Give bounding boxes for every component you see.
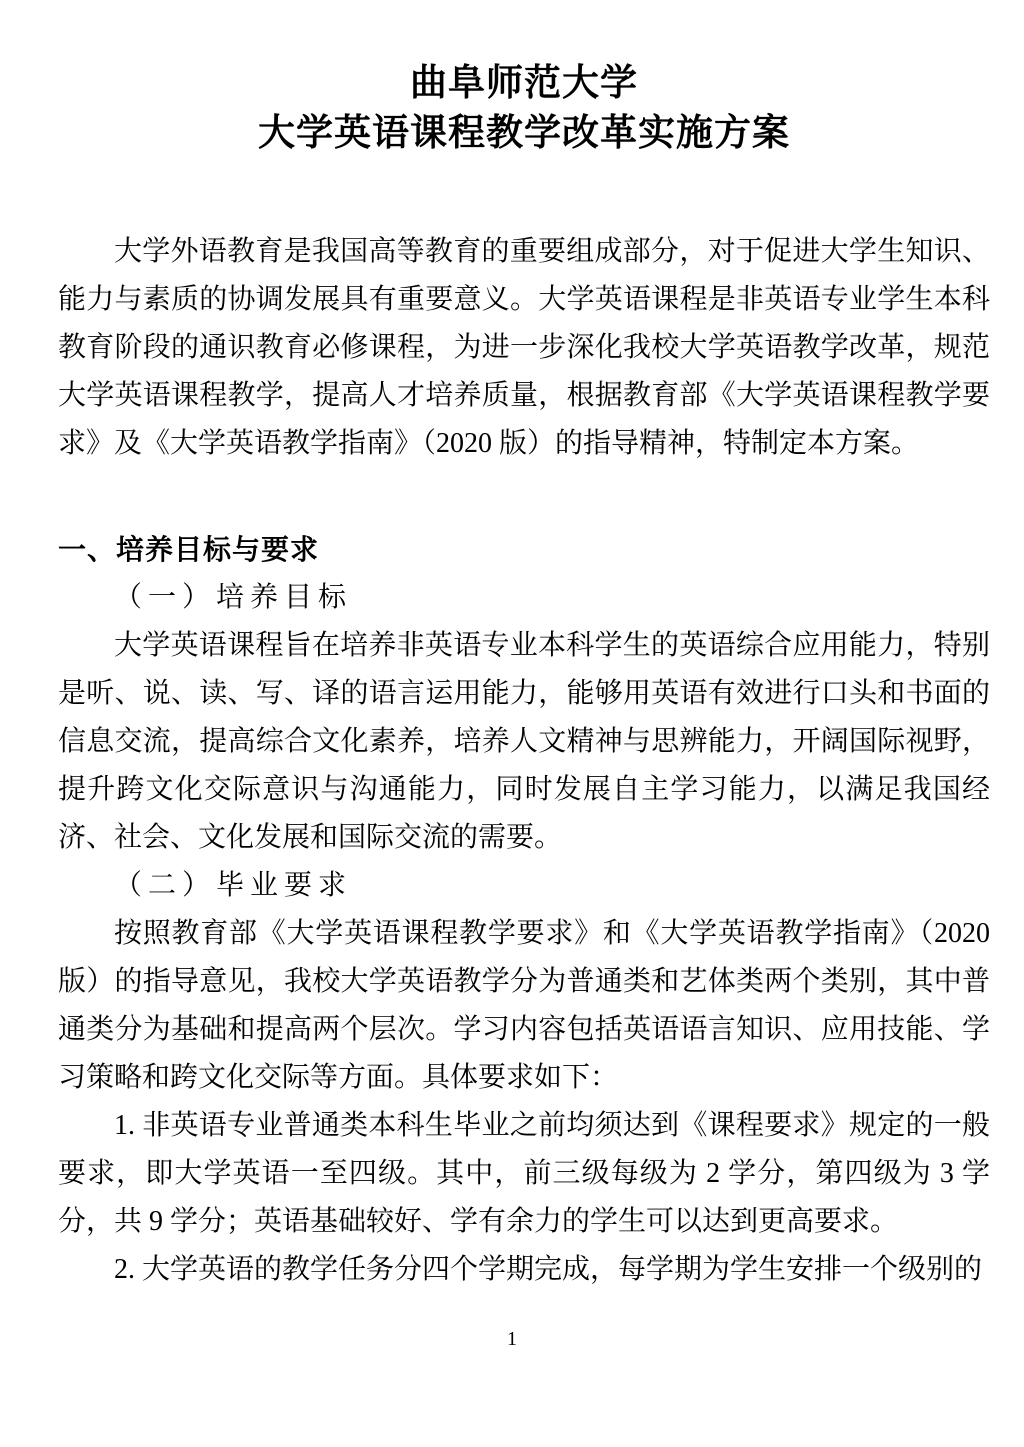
page-number: 1 — [507, 1328, 517, 1350]
section1-sub1-paragraph: 大学英语课程旨在培养非英语专业本科学生的英语综合应用能力，特别是听、说、读、写、译的语言运用能力，能够用英语有效进行口头和书面的信息交流，提高综合文化素养，培养人文精神与思辨能力，开阔国际视野，提升跨文化交际意识与沟通能力，同时发展自主学习能力，以满足我国经济、社会、文化发展和国际交流的需要。 — [58, 630, 990, 853]
section1-item-1: 1. 非英语专业普通类本科生毕业之前均须达到《课程要求》规定的一般要求，即大学英语一至四级。其中，前三级每级为 2 学分，第四级为 3 学分，共 9 学分；英语基础较好、学有余力的学生可以达到更高要求。 — [58, 1110, 990, 1237]
intro-paragraph: 大学外语教育是我国高等教育的重要组成部分，对于促进大学生知识、能力与素质的协调发展具有重要意义。大学英语课程是非英语专业学生本科教育阶段的通识教育必修课程，为进一步深化我校大学英语教学改革，规范大学英语课程教学，提高人才培养质量，根据教育部《大学英语课程教学要求》及《大学英语教学指南》（2020 版）的指导精神，特制定本方案。 — [58, 236, 990, 459]
section1-item-2: 2. 大学英语的教学任务分四个学期完成，每学期为学生安排一个级别的 — [114, 1254, 983, 1285]
document-content — [58, 58, 990, 1294]
title-line-1: 曲阜师范大学 — [410, 62, 638, 103]
section1-subheading-1: （一）培养目标 — [114, 582, 353, 613]
section1-subheading-2: （二）毕业要求 — [114, 870, 353, 901]
document-title — [58, 58, 990, 158]
section1-heading: 一、培养目标与要求 — [58, 534, 320, 565]
section1-sub2-paragraph: 按照教育部《大学英语课程教学要求》和《大学英语教学指南》（2020 版）的指导意见，我校大学英语教学分为普通类和艺体类两个类别，其中普通类分为基础和提高两个层次。学习内容包括英语语言知识、应用技能、学习策略和跨文化交际等方面。具体要求如下： — [58, 918, 990, 1093]
title-line-2: 大学英语课程教学改革实施方案 — [258, 112, 790, 153]
